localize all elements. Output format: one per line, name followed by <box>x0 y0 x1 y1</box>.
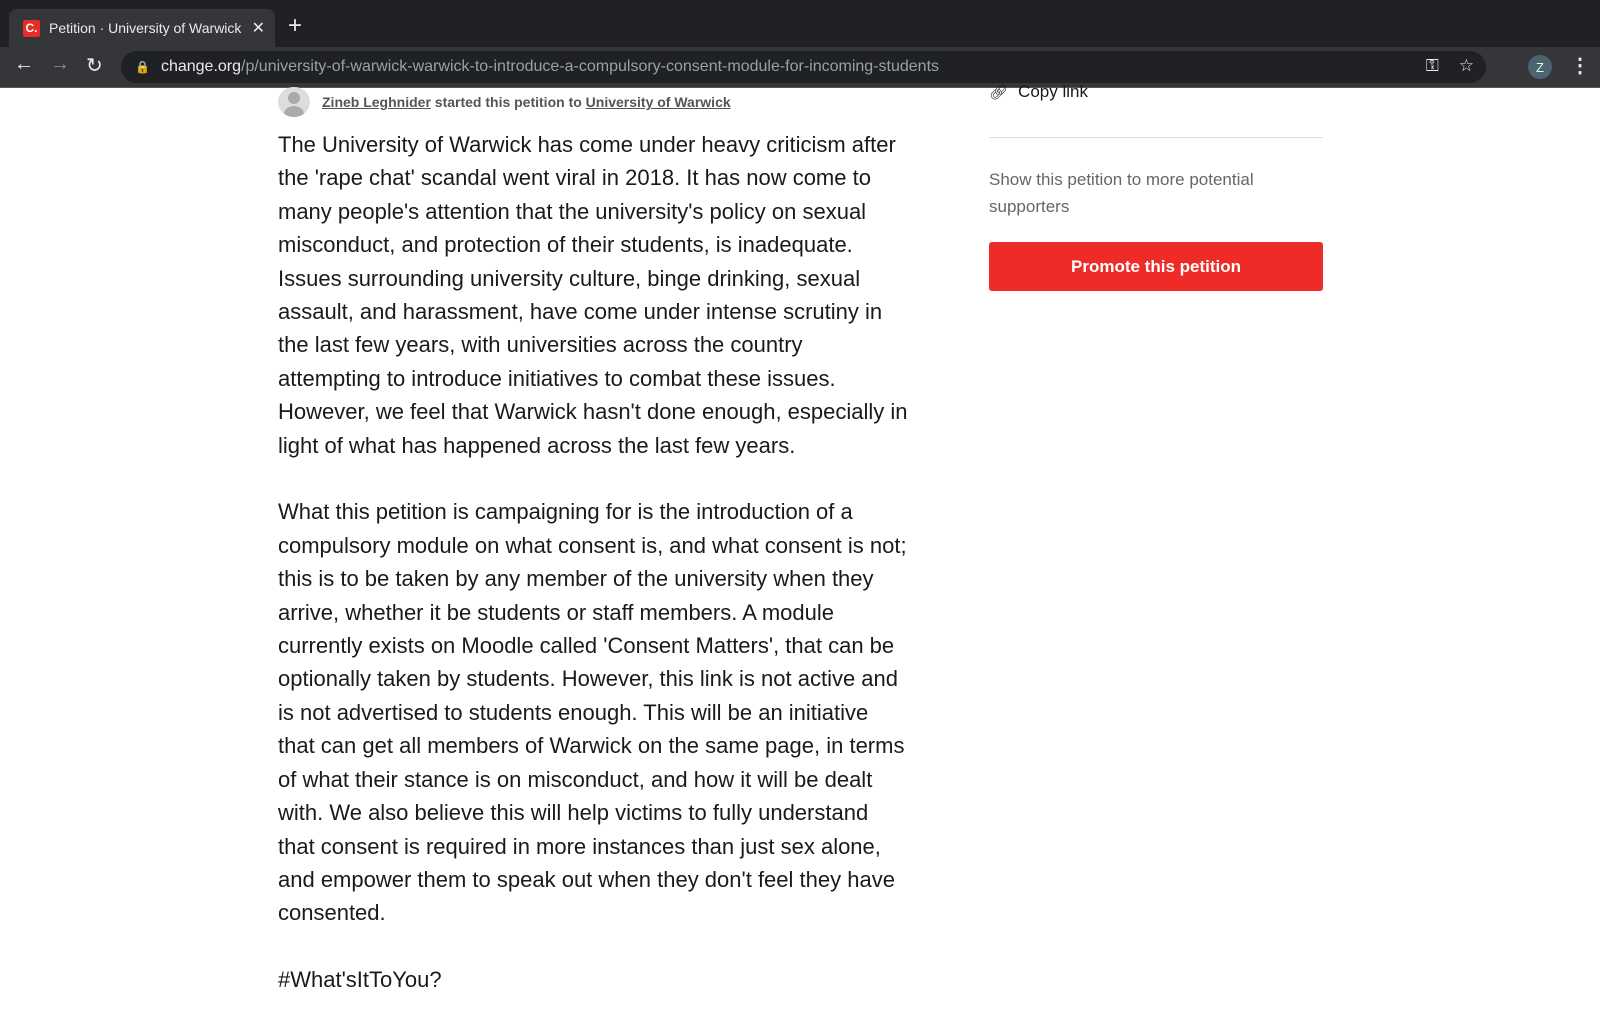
browser-toolbar <box>0 47 1600 88</box>
paragraph-line: arrive, whether it be students or staff members. A module <box>278 599 834 625</box>
copy-link-label: Copy link <box>1018 82 1088 101</box>
paragraph-line: of what their stance is on misconduct, and how it will be dealt <box>278 766 873 792</box>
user-avatar <box>278 87 310 117</box>
paragraph-line: many people's attention that the university's policy on sexual <box>278 198 867 224</box>
paragraph-line: optionally taken by students. However, this link is not active and <box>278 666 899 692</box>
paragraph-line: that consent is required in more instances than just sex alone, <box>278 833 881 859</box>
new-tab-button[interactable]: + <box>288 12 303 39</box>
address-bar[interactable] <box>121 51 1486 83</box>
paragraph-line: Issues surrounding university culture, binge drinking, sexual <box>278 265 861 291</box>
petition-body <box>278 128 938 1030</box>
paragraph-line: that can get all members of Warwick on the same page, in terms <box>278 733 905 759</box>
back-icon[interactable]: ← <box>14 53 34 75</box>
paragraph-line: and empower them to speak out when they don't feel they have <box>278 866 895 892</box>
paragraph-line: consented. <box>278 900 386 926</box>
paragraph-line: What this petition is campaigning for is the introduction of a <box>278 499 853 525</box>
paragraph-line: compulsory module on what consent is, and what consent is not; <box>278 532 907 558</box>
divider <box>989 137 1323 138</box>
body-paragraph <box>278 495 938 929</box>
body-paragraph <box>278 963 938 996</box>
paragraph-line: light of what has happened across the last few years. <box>278 432 796 458</box>
copy-link-button[interactable] <box>989 82 1088 102</box>
petition-starter <box>278 88 731 116</box>
bookmark-star-icon[interactable]: ☆ <box>1458 56 1474 75</box>
paragraph-line: currently exists on Moodle called 'Consent Matters', that can be <box>278 633 895 659</box>
paragraph-line: However, we feel that Warwick hasn't done enough, especially in <box>278 399 908 425</box>
url-host: change.org <box>160 58 242 75</box>
url-path: /p/university-of-warwick-warwick-to-introduce-a-compulsory-consent-module-for-incoming-students <box>241 58 940 75</box>
key-icon[interactable]: ⚿ <box>1425 56 1439 75</box>
starter-name-link[interactable]: Zineb Leghnider <box>322 94 431 110</box>
reload-icon[interactable]: ↻ <box>86 55 103 77</box>
paragraph-line: assault, and harassment, have come under intense scrutiny in <box>278 299 883 325</box>
paragraph-line: The University of Warwick has come under heavy criticism after <box>278 132 896 157</box>
paragraph-line: the last few years, with universities across the country <box>278 332 803 358</box>
paragraph-line: misconduct, and protection of their students, is inadequate. <box>278 232 853 258</box>
lock-icon: 🔒 <box>135 60 150 74</box>
promo-text: Show this petition to more potential supporters <box>989 170 1254 216</box>
forward-icon[interactable]: → <box>50 53 70 75</box>
paragraph-line: this is to be taken by any member of the university when they <box>278 566 874 592</box>
starter-middle-text: started this petition to <box>430 94 586 110</box>
promote-petition-button[interactable]: Promote this petition <box>989 242 1323 291</box>
tab-title: Petition · University of Warwick <box>49 20 242 36</box>
paragraph-line: #What'sItToYou? <box>278 967 442 993</box>
paragraph-line: attempting to introduce initiatives to combat these issues. <box>278 365 836 391</box>
target-link[interactable]: University of Warwick <box>585 94 731 110</box>
tab-petition[interactable] <box>9 9 275 47</box>
change-org-favicon-icon: C. <box>23 20 40 37</box>
paragraph-line: the 'rape chat' scandal went viral in 2018. It has now come to <box>278 165 871 191</box>
body-paragraph <box>278 128 938 462</box>
profile-avatar[interactable]: Z <box>1528 55 1552 79</box>
menu-icon[interactable]: ⋮ <box>1570 55 1590 77</box>
tab-bar <box>0 0 1600 47</box>
paragraph-line: is not advertised to students enough. This will be an initiative <box>278 699 869 725</box>
close-tab-icon[interactable]: ✕ <box>251 20 265 37</box>
link-icon: 🔗︎ <box>989 84 1009 101</box>
paragraph-line: with. We also believe this will help victims to fully understand <box>278 800 869 826</box>
